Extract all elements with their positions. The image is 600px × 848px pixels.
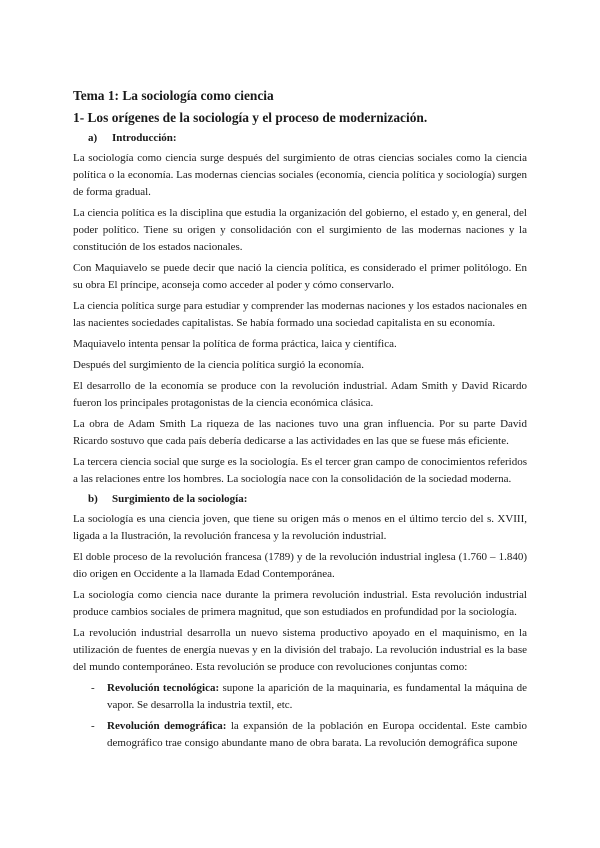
paragraph: La sociología como ciencia nace durante la primera revolución industrial. Esta revolución industrial produce cambios sociales de primera magnitud, que son estudiados en profundidad por la sociología. [73, 589, 527, 618]
subsection-title: Introducción: [112, 132, 177, 144]
paragraph: La sociología como ciencia surge después del surgimiento de otras ciencias sociales como la ciencia política o la economía. Las modernas ciencias sociales (economía, ciencia política y sociología) surgen de forma gradual. [73, 152, 527, 198]
document-title: Tema 1: La sociología como ciencia [73, 88, 274, 103]
subsection-heading-b [73, 492, 527, 507]
list-item [73, 718, 527, 752]
paragraph: La ciencia política es la disciplina que estudia la organización del gobierno, el estado y, en general, del poder político. Tiene su origen y consolidación con el surgimiento de las modernas naciones y la constitución de los estados nacionales. [73, 207, 527, 253]
section-heading: 1- Los orígenes de la sociología y el proceso de modernización. [73, 110, 428, 125]
bullet-text: supone la aparición de la maquinaria, es fundamental la máquina de vapor. Se desarrolla la industria textil, etc. [107, 682, 527, 711]
bullet-text: la expansión de la población en Europa occidental. Este cambio demográfico trae consigo abundante mano de obra barata. La revolución demográfica supone [107, 720, 527, 749]
paragraph: La obra de Adam Smith La riqueza de las naciones tuvo una gran influencia. Por su parte David Ricardo sostuvo que cada país debería dedicarse a las actividades en las que se fuese más eficiente. [73, 418, 527, 447]
paragraph: Con Maquiavelo se puede decir que nació la ciencia política, es considerado el primer politólogo. En su obra El príncipe, aconseja como acceder al poder y cómo conservarlo. [73, 262, 527, 291]
subsection-title: Surgimiento de la sociología: [112, 493, 248, 505]
document-content [73, 86, 527, 756]
paragraph: La revolución industrial desarrolla un nuevo sistema productivo apoyado en el maquinismo, en la utilización de fuentes de energía nuevas y en la división del trabajo. La revolución industrial es la base del mundo contemporáneo. Esta revolución se produce con revoluciones conjuntas como: [73, 627, 527, 673]
paragraph: El doble proceso de la revolución francesa (1789) y de la revolución industrial inglesa (1.760 – 1.840) dio origen en Occidente a la llamada Edad Contemporánea. [73, 551, 527, 580]
subsection-label: b) [88, 493, 98, 505]
paragraph: Después del surgimiento de la ciencia política surgió la economía. [73, 359, 365, 371]
list-item [73, 680, 527, 714]
subsection-heading-a [73, 131, 527, 146]
paragraph: El desarrollo de la economía se produce con la revolución industrial. Adam Smith y David Ricardo fueron los principales protagonistas de la ciencia económica clásica. [73, 380, 527, 409]
subsection-label: a) [88, 132, 98, 144]
bullet-term: Revolución demográfica: [107, 720, 227, 732]
paragraph: Maquiavelo intenta pensar la política de forma práctica, laica y científica. [73, 338, 397, 350]
bullet-list [73, 680, 527, 752]
paragraph: La sociología es una ciencia joven, que tiene su origen más o menos en el último tercio del s. XVIII, ligada a la Ilustración, la revolución francesa y la revolución industrial. [73, 513, 527, 542]
bullet-dash: - [91, 682, 95, 694]
paragraph: La ciencia política surge para estudiar y comprender las modernas naciones y los estados nacionales en las nacientes sociedades capitalistas. Se había formado una sociedad capitalista en su economía. [73, 300, 527, 329]
bullet-term: Revolución tecnológica: [107, 682, 220, 694]
bullet-dash: - [91, 720, 95, 732]
paragraph: La tercera ciencia social que surge es la sociología. Es el tercer gran campo de conocimientos referidos a las relaciones entre los hombres. La sociología nace con la consolidación de la sociedad moderna. [73, 456, 527, 485]
